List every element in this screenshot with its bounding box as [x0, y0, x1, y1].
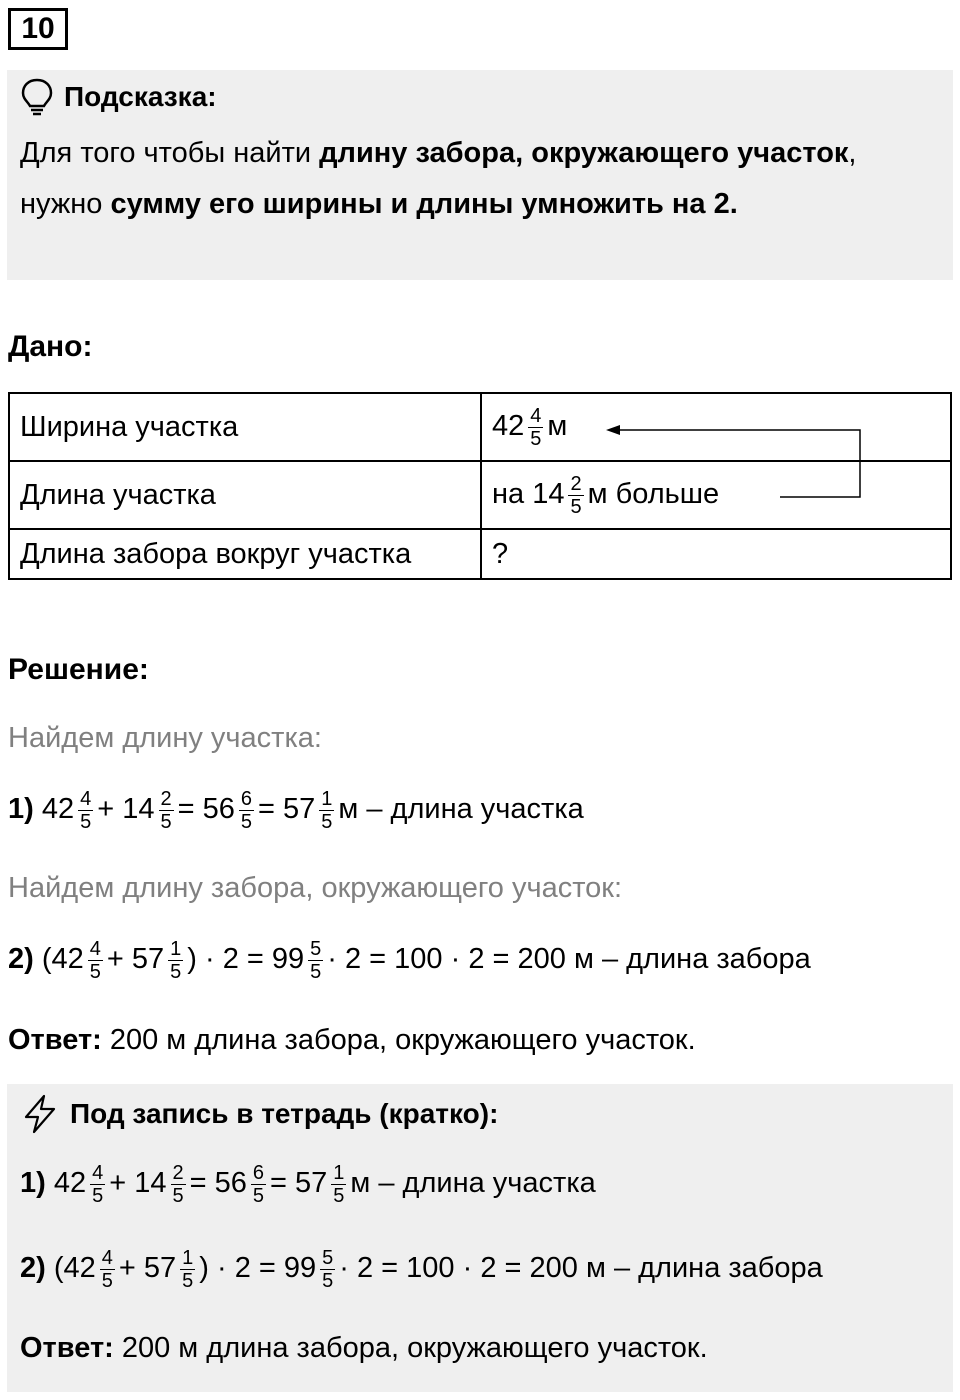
- fraction: $\frac{2}{5}$: [570, 472, 582, 518]
- row-label: Длина участка: [9, 461, 481, 529]
- suffix: м больше: [587, 477, 720, 510]
- row-value: ?: [481, 529, 951, 579]
- short-header: [20, 1094, 498, 1134]
- hint-text-2: длину забора, окружающего участок: [319, 137, 849, 169]
- prefix: на 14: [492, 477, 565, 510]
- hint-text-4: сумму его ширины и длины умножить на 2.: [110, 188, 738, 220]
- answer: Ответ: 200 м длина забора, окружающего участок.: [8, 1024, 696, 1056]
- relation-arrow: [600, 420, 870, 510]
- lightning-icon: [20, 1094, 60, 1134]
- whole: 42: [492, 409, 525, 442]
- hint-text-1: Для того чтобы найти: [20, 137, 320, 169]
- given-title: Дано:: [8, 330, 93, 363]
- short-equation-2: 2) (42 $\frac{4}{5}$ + 57 $\frac{1}{5}$ ) · 2 = 99 $\frac{5}{5}$ · 2 = 100 · 2 = 200 м – длина забора: [20, 1247, 823, 1292]
- hint-header: [20, 78, 217, 116]
- solution-title: Решение:: [8, 653, 149, 686]
- short-answer: Ответ: 200 м длина забора, окружающего участок.: [20, 1332, 708, 1364]
- table-row: [9, 529, 951, 579]
- hint-title: Подсказка:: [64, 81, 217, 112]
- row-label: Длина забора вокруг участка: [9, 529, 481, 579]
- hint-text: [20, 128, 930, 230]
- equation-1: 1) 42 $\frac{4}{5}$ + 14 $\frac{2}{5}$ = 56 $\frac{6}{5}$ = 57 $\frac{1}{5}$ м – длина участка: [8, 788, 584, 833]
- hint-text-3: , нужно: [20, 137, 857, 220]
- fraction: $\frac{4}{5}$: [530, 404, 542, 450]
- equation-2: 2) (42 $\frac{4}{5}$ + 57 $\frac{1}{5}$ ) · 2 = 99 $\frac{5}{5}$ · 2 = 100 · 2 = 200 м – длина забора: [8, 938, 811, 983]
- lightbulb-icon: [20, 78, 54, 116]
- task-number: 10: [8, 8, 68, 50]
- step1-note: Найдем длину участка:: [8, 722, 322, 754]
- unit: м: [547, 409, 568, 442]
- short-title: Под запись в тетрадь (кратко):: [70, 1098, 499, 1129]
- row-label: Ширина участка: [9, 393, 481, 461]
- short-equation-1: 1) 42 $\frac{4}{5}$ + 14 $\frac{2}{5}$ = 56 $\frac{6}{5}$ = 57 $\frac{1}{5}$ м – длина участка: [20, 1162, 596, 1207]
- step2-note: Найдем длину забора, окружающего участок:: [8, 872, 623, 904]
